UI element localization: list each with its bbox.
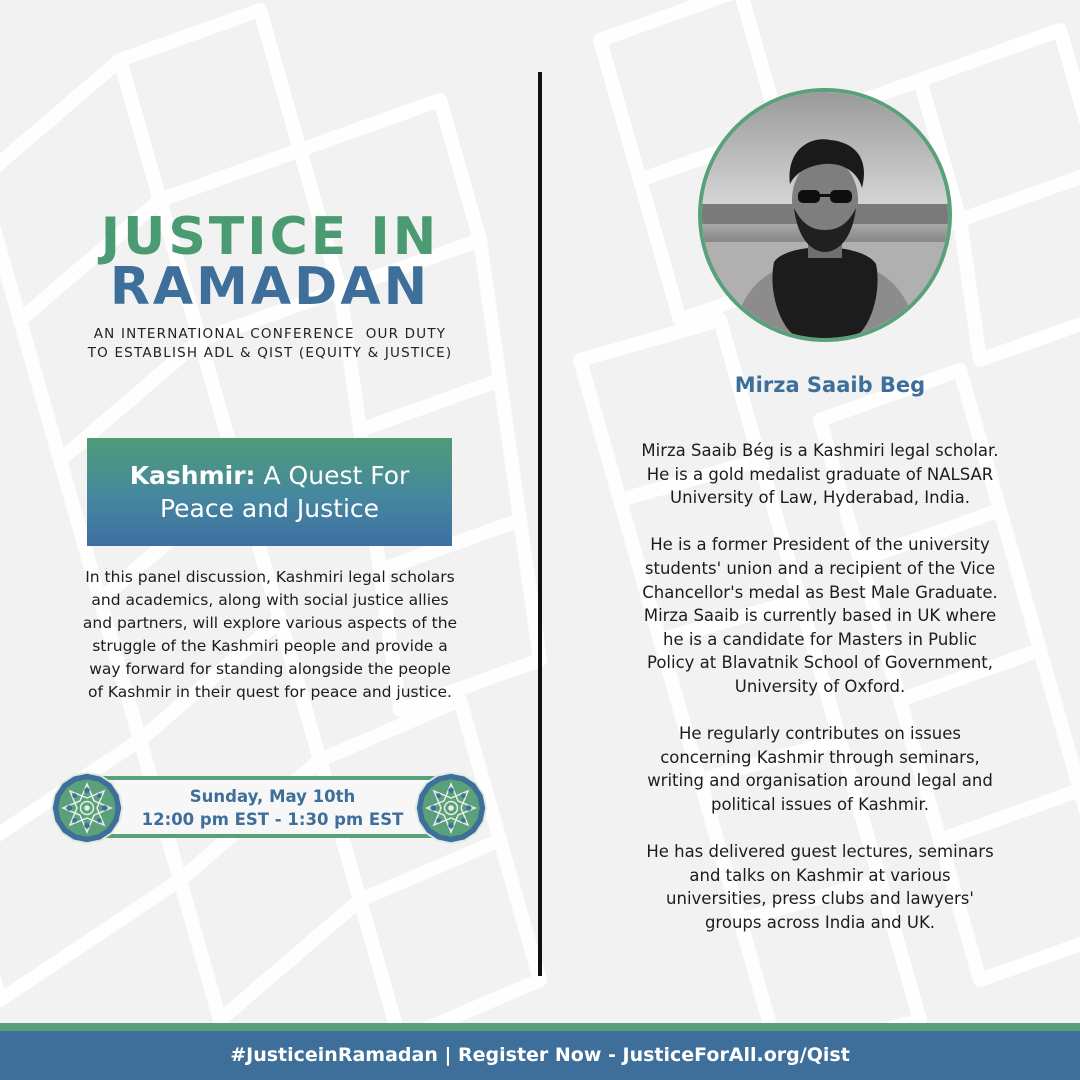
event-title-line2: RAMADAN — [109, 257, 431, 317]
event-subtitle-line1: AN INTERNATIONAL CONFERENCE OUR DUTY — [93, 326, 447, 342]
schedule-date: Sunday, May 10th — [189, 787, 356, 806]
footer-banner — [0, 1031, 1080, 1080]
speaker-name: Mirza Saaib Beg — [734, 373, 926, 397]
bio-line: He is a former President of the university — [650, 535, 990, 555]
session-title-line2: Peace and Justice — [159, 494, 380, 523]
description-line: and partners, will explore various aspects of the — [82, 614, 458, 632]
footer-text: #JusticeinRamadan | Register Now - JusticeForAll.org/Qist — [230, 1044, 850, 1066]
bio-line: Mirza Saaib is currently based in UK where — [643, 606, 997, 626]
event-title — [60, 207, 480, 317]
speaker-photo-illustration — [702, 92, 948, 338]
bio-line: University of Law, Hyderabad, India. — [670, 488, 970, 508]
session-description — [40, 566, 500, 704]
schedule-time: 12:00 pm EST - 1:30 pm EST — [141, 810, 404, 829]
description-line: way forward for standing alongside the people — [89, 660, 451, 678]
bio-line: writing and organisation around legal and — [647, 771, 993, 791]
session-title-rest: A Quest For — [255, 461, 410, 490]
bio-line: He regularly contributes on issues — [678, 724, 961, 744]
bio-paragraph — [575, 533, 1065, 698]
session-title-box — [87, 438, 452, 546]
description-line: In this panel discussion, Kashmiri legal scholars — [85, 568, 455, 586]
speaker-photo — [698, 88, 952, 342]
bio-line: He is a gold medalist graduate of NALSAR — [646, 464, 994, 484]
description-line: struggle of the Kashmiri people and provide a — [92, 637, 448, 655]
speaker-bio — [575, 439, 1065, 958]
description-line: of Kashmir in their quest for peace and justice. — [87, 683, 452, 701]
footer-accent-stripe — [0, 1023, 1080, 1031]
bio-line: He has delivered guest lectures, seminars — [646, 842, 994, 862]
bio-line: University of Oxford. — [734, 676, 906, 696]
bio-paragraph — [575, 722, 1065, 816]
bio-line: and talks on Kashmir at various — [689, 865, 951, 885]
bio-line: political issues of Kashmir. — [710, 794, 930, 814]
bio-line: students' union and a recipient of the Vice — [644, 558, 996, 578]
bio-line: concerning Kashmir through seminars, — [660, 747, 980, 767]
bio-line: Mirza Saaib Bég is a Kashmiri legal scholar. — [641, 441, 999, 460]
description-line: and academics, along with social justice allies — [91, 591, 449, 609]
bio-paragraph — [575, 840, 1065, 934]
schedule-bar — [95, 776, 450, 838]
geometric-rosette-icon — [414, 771, 488, 845]
session-title-line1 — [87, 459, 452, 492]
event-title-line1: JUSTICE IN — [100, 207, 440, 267]
bio-line: Policy at Blavatnik School of Government, — [646, 653, 994, 673]
bio-line: groups across India and UK. — [704, 912, 936, 932]
event-subtitle — [50, 325, 490, 363]
session-title-bold: Kashmir: — [129, 461, 256, 490]
bio-line: Chancellor's medal as Best Male Graduate. — [642, 582, 998, 602]
bio-line: universities, press clubs and lawyers' — [666, 889, 974, 909]
bio-paragraph — [575, 439, 1065, 510]
geometric-rosette-icon — [50, 771, 124, 845]
bio-line: he is a candidate for Masters in Public — [662, 629, 978, 649]
column-divider — [538, 72, 542, 976]
event-subtitle-line2: TO ESTABLISH ADL & QIST (EQUITY & JUSTICE) — [87, 345, 453, 361]
